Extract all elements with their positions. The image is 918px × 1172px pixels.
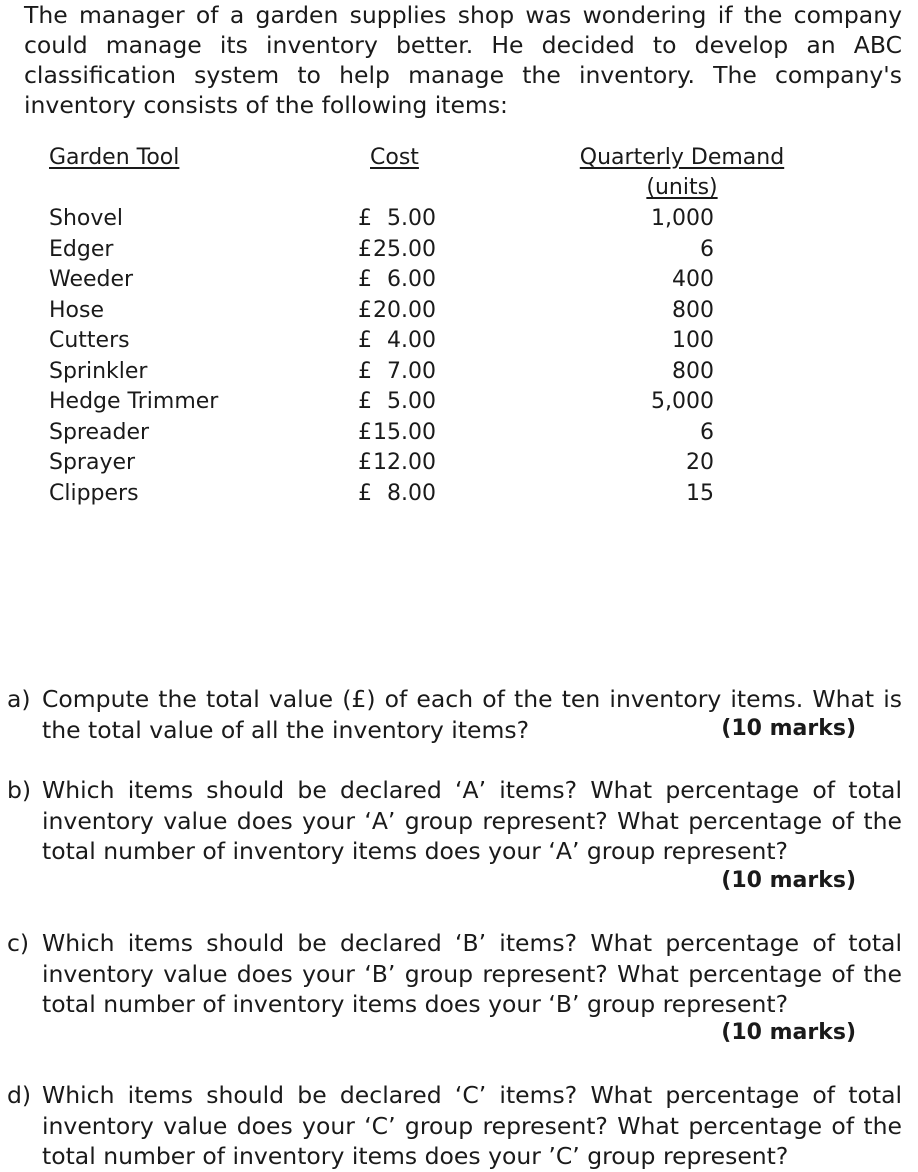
cell-quarterly-demand: 6 — [700, 419, 714, 445]
table-row — [0, 418, 918, 449]
cell-currency-symbol: £ — [358, 389, 372, 414]
cell-garden-tool: Hose — [49, 297, 104, 323]
cell-cost: 4.00 — [387, 328, 436, 353]
cell-garden-tool: Sprinkler — [49, 358, 148, 384]
cell-garden-tool: Cutters — [49, 328, 130, 353]
table-row — [0, 448, 918, 479]
cell-cost: 15.00 — [373, 419, 436, 445]
cell-quarterly-demand: 400 — [672, 267, 714, 292]
cell-cost: 8.00 — [387, 480, 436, 506]
question-a-text: Compute the total value (£) of each of the ten inventory items. What is the total value of all the inventory items? — [42, 685, 902, 744]
question-d — [7, 1080, 902, 1172]
cell-currency-symbol: £ — [358, 358, 372, 384]
cell-cost: 12.00 — [373, 450, 436, 475]
column-header-demand-line1: Quarterly Demand — [579, 145, 785, 170]
cell-quarterly-demand: 5,000 — [651, 389, 714, 414]
cell-quarterly-demand: 800 — [672, 358, 714, 384]
table-row — [0, 296, 918, 327]
cell-currency-symbol: £ — [358, 297, 372, 323]
inventory-table — [0, 204, 918, 509]
question-b-label: b) — [7, 776, 32, 804]
cell-quarterly-demand: 15 — [686, 480, 714, 506]
cell-garden-tool: Hedge Trimmer — [49, 389, 219, 414]
cell-garden-tool: Shovel — [49, 206, 124, 231]
table-row — [0, 235, 918, 266]
intro-paragraph: The manager of a garden supplies shop was wondering if the company could manage its inventory better. He decided to develop an ABC classification system to help manage the inventory. The company's inventory consists of the following items: — [24, 1, 902, 119]
question-d-label: d) — [7, 1081, 32, 1109]
cell-currency-symbol: £ — [358, 236, 372, 262]
table-row — [0, 479, 918, 510]
cell-garden-tool: Edger — [49, 236, 114, 262]
cell-currency-symbol: £ — [358, 419, 372, 445]
cell-quarterly-demand: 100 — [672, 328, 714, 353]
question-b — [7, 775, 902, 867]
cell-garden-tool: Sprayer — [49, 450, 136, 475]
question-c-label: c) — [7, 929, 30, 957]
cell-currency-symbol: £ — [358, 328, 372, 353]
cell-cost: 6.00 — [387, 267, 436, 292]
cell-garden-tool: Weeder — [49, 267, 134, 292]
cell-cost: 7.00 — [387, 358, 436, 384]
question-a-label: a) — [7, 685, 31, 713]
table-row — [0, 326, 918, 357]
cell-garden-tool: Spreader — [49, 419, 150, 445]
question-c-marks: (10 marks) — [721, 1020, 856, 1045]
table-row — [0, 265, 918, 296]
column-header-cost: Cost — [370, 145, 419, 170]
cell-cost: 5.00 — [387, 389, 436, 414]
cell-cost: 20.00 — [373, 297, 436, 323]
cell-quarterly-demand: 6 — [700, 236, 714, 262]
table-row — [0, 357, 918, 388]
question-d-text: Which items should be declared ‘C’ items? What percentage of total inventory value does your ‘C’ group represent? What percentage of the total number of inventory items does your ’C’ group represent? — [42, 1081, 902, 1170]
table-row — [0, 387, 918, 418]
cell-quarterly-demand: 800 — [672, 297, 714, 323]
column-header-demand-line2: (units) — [646, 175, 718, 200]
cell-currency-symbol: £ — [358, 450, 372, 475]
question-b-text: Which items should be declared ‘A’ items? What percentage of total inventory value does your ‘A’ group represent? What percentage of the total number of inventory items does your ‘A’ group represent? — [42, 776, 902, 865]
column-header-garden-tool: Garden Tool — [49, 145, 180, 170]
cell-cost: 25.00 — [373, 236, 436, 262]
question-b-marks: (10 marks) — [721, 868, 856, 893]
column-header-quarterly-demand — [566, 143, 798, 203]
question-c-text: Which items should be declared ‘B’ items? What percentage of total inventory value does your ‘B’ group represent? What percentage of the total number of inventory items does your ‘B’ group represent? — [42, 929, 902, 1018]
cell-currency-symbol: £ — [358, 480, 372, 506]
cell-currency-symbol: £ — [358, 206, 372, 231]
cell-currency-symbol: £ — [358, 267, 372, 292]
table-row — [0, 204, 918, 235]
question-c — [7, 928, 902, 1020]
cell-garden-tool: Clippers — [49, 480, 139, 506]
cell-cost: 5.00 — [387, 206, 436, 231]
cell-quarterly-demand: 20 — [686, 450, 714, 475]
question-a-marks: (10 marks) — [721, 716, 856, 741]
cell-quarterly-demand: 1,000 — [651, 206, 714, 231]
